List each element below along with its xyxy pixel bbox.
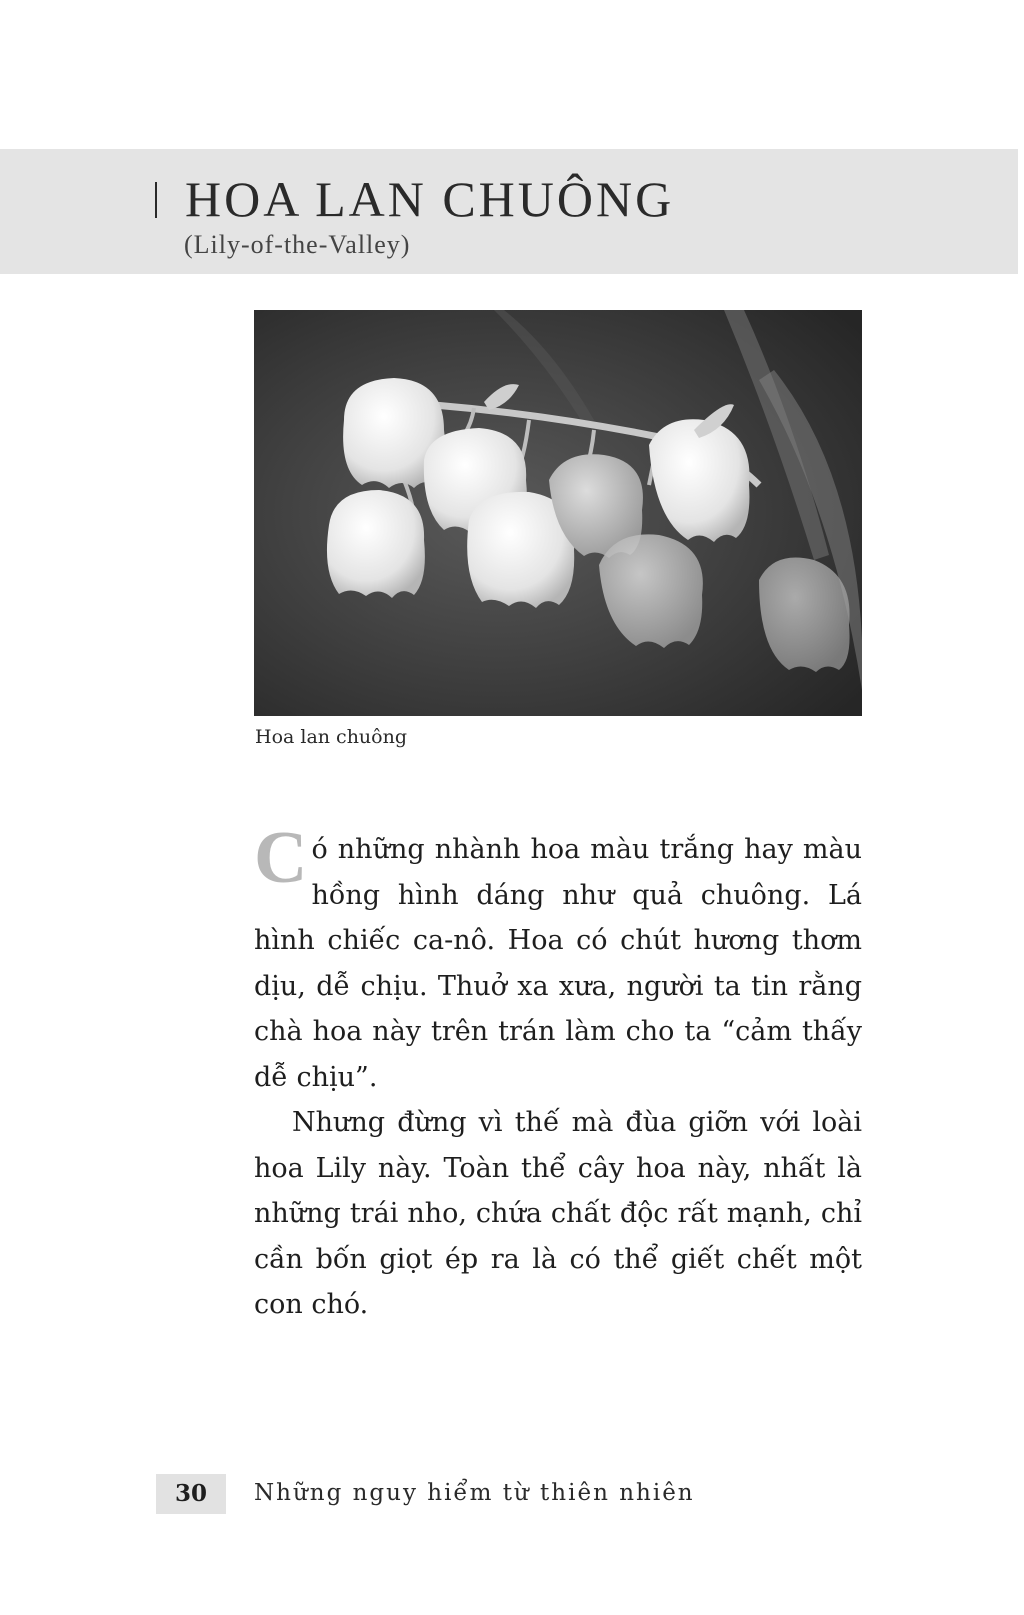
paragraph-1	[254, 817, 862, 1100]
title-divider	[155, 182, 157, 218]
figure-caption: Hoa lan chuông	[255, 726, 408, 748]
lily-of-the-valley-photo	[254, 310, 862, 716]
page-number: 30	[174, 1480, 207, 1507]
paragraph-2: Nhưng đừng vì thế mà đùa giỡn với loài hoa Lily này. Toàn thể cây hoa này, nhất là những trái nho, chứa chất độc rất mạnh, chỉ cần bốn giọt ép ra là có thể giết chết một con chó.	[254, 1107, 862, 1320]
page-subtitle: (Lily-of-the-Valley)	[184, 230, 411, 259]
drop-cap: C	[254, 817, 308, 899]
page-title: HOA LAN CHUÔNG	[185, 171, 675, 227]
body-text	[254, 817, 862, 1328]
flower-illustration	[254, 310, 862, 716]
paragraph-1-text: ó những nhành hoa màu trắng hay màu hồng hình dáng như quả chuông. Lá hình chiếc ca-nô. Hoa có chút hương thơm dịu, dễ chịu. Thuở xa xưa, người ta tin rằng chà hoa này trên trán làm cho ta “cảm thấy dễ chịu”.	[254, 834, 862, 1093]
running-footer-title: Những nguy hiểm từ thiên nhiên	[254, 1480, 695, 1506]
